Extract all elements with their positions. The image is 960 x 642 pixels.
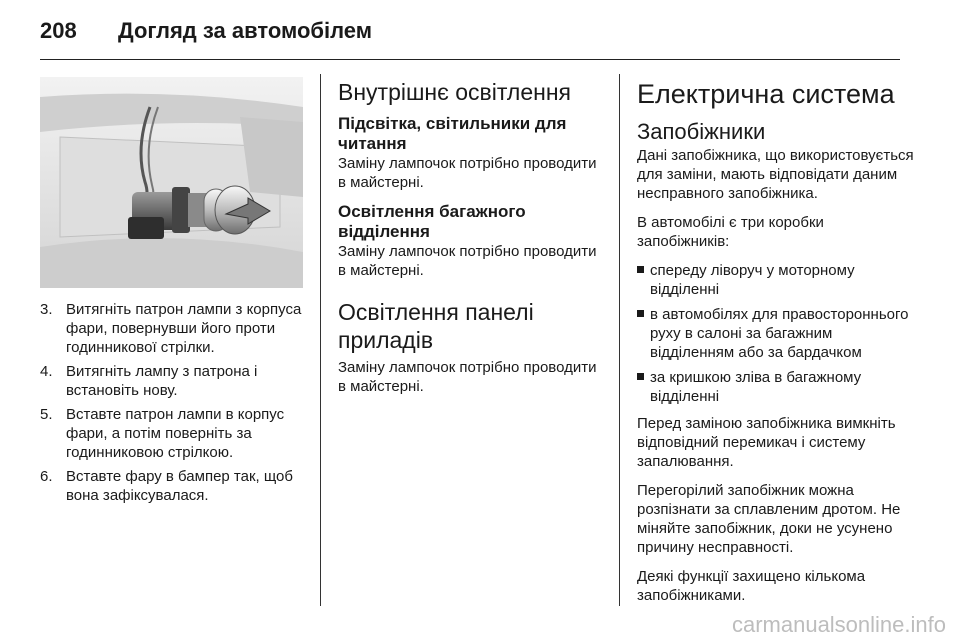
- step-item: [40, 362, 306, 400]
- list-item: [637, 261, 917, 299]
- step-number: 5.: [40, 406, 53, 423]
- subsection-title-instrument-panel: Освітлення панелі приладів: [338, 299, 534, 353]
- bullet-square-icon: [637, 305, 650, 362]
- step-number: 3.: [40, 301, 53, 318]
- list-item-text: за кришкою зліва в багажному відділенні: [650, 369, 862, 405]
- paragraph-before-replacing: Перед заміною запобіжника вимкніть відповідний перемикач і систему запалювання.: [637, 415, 896, 470]
- page-number: 208: [40, 18, 77, 43]
- step-number: 4.: [40, 363, 53, 380]
- paragraph-fuse-boxes: В автомобілі є три коробки запобіжників:: [637, 214, 824, 250]
- bullet-square-icon: [637, 261, 650, 299]
- step-text: Вставте патрон лампи в корпус фари, а потім поверніть за годинниковою стрілкою.: [66, 406, 285, 461]
- step-item: [40, 467, 306, 505]
- subsection-title-luggage-light: Освітлення багажного відділення: [338, 202, 526, 241]
- header-rule: [40, 59, 900, 60]
- lamp-bulb-removal-illustration-icon: [40, 77, 303, 288]
- interior-lighting-column: [338, 78, 608, 406]
- subsection-text: Заміну лампочок потрібно проводити в майстерні.: [338, 243, 597, 279]
- list-item-text: в автомобілях для правостороннього руху в салоні за багажним відділенням або за бардачком: [650, 306, 909, 361]
- subsection-title-fuses: Запобіжники: [637, 119, 766, 144]
- bullet-square-icon: [637, 368, 650, 406]
- step-text: Вставте фару в бампер так, щоб вона зафіксувалася.: [66, 468, 293, 504]
- section-title-interior-lighting: Внутрішнє освітлення: [338, 79, 571, 105]
- procedure-steps: [40, 300, 306, 510]
- column-divider-2: [619, 74, 620, 606]
- subsection-text: Заміну лампочок потрібно проводити в майстерні.: [338, 359, 597, 395]
- step-number: 6.: [40, 468, 53, 485]
- paragraph-blown-fuse: Перегорілий запобіжник можна розпізнати за сплавленим дротом. Не міняйте запобіжник, доки не усунено причину несправності.: [637, 482, 901, 556]
- list-item: [637, 368, 917, 406]
- subsection-text: Заміну лампочок потрібно проводити в майстерні.: [338, 155, 597, 191]
- section-title-electrical-system: Електрична система: [637, 79, 895, 109]
- list-item-text: спереду ліворуч у моторному відділенні: [650, 262, 855, 298]
- electrical-system-column: [637, 78, 917, 615]
- subsection-title-reading-lights: Підсвітка, світильники для читання: [338, 114, 567, 153]
- lamp-removal-figure: [40, 77, 303, 288]
- step-item: [40, 300, 306, 357]
- watermark: carmanualsonline.info: [731, 612, 946, 637]
- step-text: Витягніть лампу з патрона і встановіть нову.: [66, 363, 258, 399]
- paragraph-multiple-fuses: Деякі функції захищено кількома запобіжниками.: [637, 568, 866, 604]
- fuse-box-list: [637, 261, 917, 406]
- step-item: [40, 405, 306, 462]
- page-header: [40, 18, 372, 48]
- step-text: Витягніть патрон лампи з корпуса фари, повернувши його проти годинникової стрілки.: [66, 301, 302, 356]
- paragraph-fuse-data: Дані запобіжника, що використовується для заміни, мають відповідати даним несправного запобіжника.: [637, 147, 914, 202]
- column-divider-1: [320, 74, 321, 606]
- chapter-title: Догляд за автомобілем: [118, 18, 373, 43]
- list-item: [637, 305, 917, 362]
